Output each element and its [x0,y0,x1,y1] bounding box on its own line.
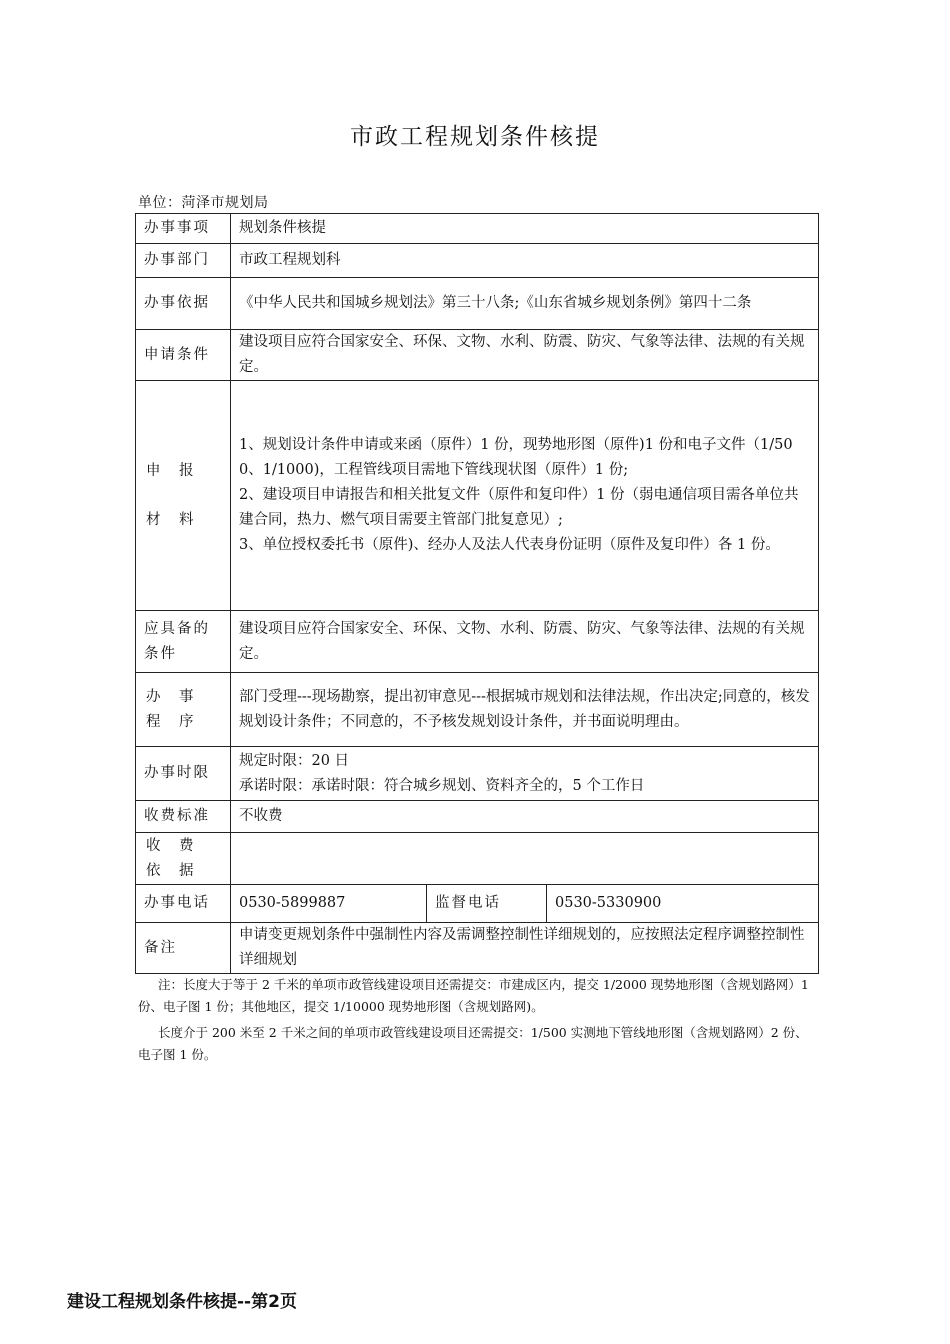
time-line-2: 承诺时限：承诺时限：符合城乡规划、资料齐全的，5 个工作日 [239,777,645,794]
row-remark-label: 备注 [136,923,231,974]
row-time-value [231,747,819,801]
row-time [136,747,819,801]
row-fee-basis [136,833,819,885]
row-basis-label: 办事依据 [136,278,231,330]
row-required-value: 建设项目应符合国家安全、环保、文物、水利、防震、防灾、气象等法律、法规的有关规定。 [231,611,819,673]
row-procedure-label [136,673,231,747]
fee-basis-label-line2: 依 据 [146,862,196,879]
row-fee-label: 收费标准 [136,801,231,833]
row-phone [136,885,819,923]
row-item-value: 规划条件核提 [231,214,819,244]
procedure-label-line1: 办 事 [146,688,196,705]
page-title: 市政工程规划条件核提 [350,124,600,150]
materials-item-2: 2、建设项目申请报告和相关批复文件（原件和复印件）1 份（弱电通信项目需各单位共建合同，热力、燃气项目需要主管部门批复意见）; [239,487,799,528]
materials-item-1: 1、规划设计条件申请或来函（原件）1 份，现势地形图（原件)1 份和电子文件（1/500、1/1000)，工程管线项目需地下管线现状图（原件）1 份; [239,437,793,478]
row-procedure [136,673,819,747]
row-supervision-label: 监督电话 [427,885,547,923]
page-footer: 建设工程规划条件核提--第2页 [67,1292,297,1312]
row-remark [136,923,819,974]
row-fee-basis-label [136,833,231,885]
materials-label-line1: 申 报 [146,462,196,479]
row-conditions-value: 建设项目应符合国家安全、环保、文物、水利、防震、防灾、气象等法律、法规的有关规定。 [231,330,819,381]
row-fee-basis-value [231,833,819,885]
row-dept [136,244,819,278]
row-basis-value: 《中华人民共和国城乡规划法》第三十八条;《山东省城乡规划条例》第四十二条 [231,278,819,330]
row-item [136,214,819,244]
row-dept-label: 办事部门 [136,244,231,278]
row-phone-label: 办事电话 [136,885,231,923]
unit-label: 单位：菏泽市规划局 [138,195,269,211]
row-materials-value [231,381,819,611]
notes-section [138,974,810,1070]
row-required-label: 应具备的条件 [136,611,231,673]
row-fee-value: 不收费 [231,801,819,833]
service-form-table [135,213,819,974]
procedure-label-line2: 程 序 [146,713,196,730]
row-supervision-value: 0530-5330900 [547,885,819,923]
row-materials [136,381,819,611]
row-phone-value: 0530-5899887 [231,885,427,923]
row-remark-value: 申请变更规划条件中强制性内容及需调整控制性详细规划的，应按照法定程序调整控制性详细规划 [231,923,819,974]
materials-item-3: 3、单位授权委托书（原件)、经办人及法人代表身份证明（原件及复印件）各 1 份。 [239,537,780,553]
row-materials-label [136,381,231,611]
fee-basis-label-line1: 收 费 [146,837,196,854]
row-procedure-value: 部门受理---现场勘察，提出初审意见---根据城市规划和法律法规，作出决定;同意的，核发规划设计条件；不同意的，不予核发规划设计条件，并书面说明理由。 [231,673,819,747]
note-1: 注：长度大于等于 2 千米的单项市政管线建设项目还需提交：市建成区内，提交 1/2000 现势地形图（含规划路网）1 份、电子图 1 份；其他地区，提交 1/10000 现势地形图（含规划路网)。 [138,977,809,1014]
row-dept-value: 市政工程规划科 [231,244,819,278]
time-line-1: 规定时限：20 日 [239,752,350,769]
row-basis [136,278,819,330]
row-item-label: 办事事项 [136,214,231,244]
row-time-label: 办事时限 [136,747,231,801]
row-conditions [136,330,819,381]
materials-label-line2: 材 料 [146,511,196,528]
row-conditions-label: 申请条件 [136,330,231,381]
row-required [136,611,819,673]
row-fee [136,801,819,833]
note-2: 长度介于 200 米至 2 千米之间的单项市政管线建设项目还需提交：1/500 实测地下管线地形图（含规划路网）2 份、电子图 1 份。 [138,1025,808,1062]
